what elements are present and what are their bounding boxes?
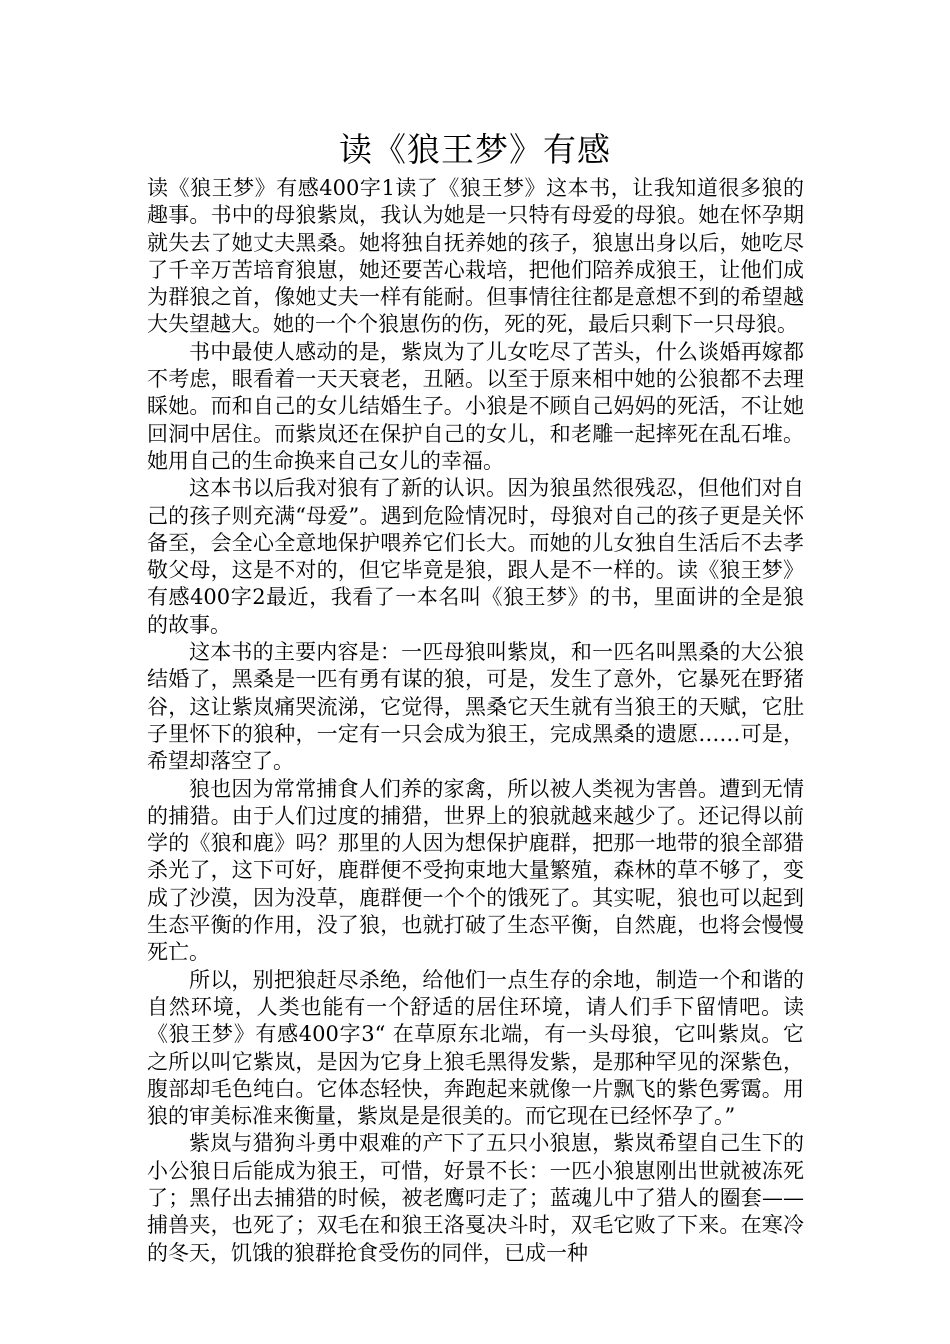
paragraph-5: 狼也因为常常捕食人们养的家禽，所以被人类视为害兽。遭到无情的捕猎。由于人们过度的捕猎，世界上的狼就越来越少了。还记得以前学的《狼和鹿》吗？那里的人因为想保护鹿群，把那一地带的狼全部猎杀光了，这下可好，鹿群便不受拘束地大量繁殖，森林的草不够了，变成了沙漠，因为没草，鹿群便一个个的饿死了。其实呢，狼也可以起到生态平衡的作用，没了狼，也就打破了生态平衡，自然鹿，也将会慢慢死亡。 — [147, 776, 804, 965]
paragraph-2: 书中最使人感动的是，紫岚为了儿女吃尽了苦头，什么谈婚再嫁都不考虑，眼看着一天天衰老，丑陋。以至于原来相中她的公狼都不去理睬她。而和自己的女儿结婚生子。小狼是不顾自己妈妈的死活，不让她回洞中居住。而紫岚还在保护自己的女儿，和老雕一起摔死在乱石堆。她用自己的生命换来自己女儿的幸福。 — [147, 339, 804, 473]
document-body — [147, 175, 804, 1267]
paragraph-1: 读《狼王梦》有感400字1读了《狼王梦》这本书，让我知道很多狼的趣事。书中的母狼紫岚，我认为她是一只特有母爱的母狼。她在怀孕期就失去了她丈夫黑桑。她将独自抚养她的孩子，狼崽出身以后，她吃尽了千辛万苦培育狼崽，她还要苦心栽培，把他们陪养成狼王，让他们成为群狼之首，像她丈夫一样有能耐。但事情往往都是意想不到的希望越大失望越大。她的一个个狼崽伤的伤，死的死，最后只剩下一只母狼。 — [147, 176, 804, 337]
paragraph-7: 紫岚与猎狗斗勇中艰难的产下了五只小狼崽，紫岚希望自己生下的小公狼日后能成为狼王，可惜，好景不长：一匹小狼崽刚出世就被冻死了；黑仔出去捕猎的时候，被老鹰叼走了；蓝魂儿中了猎人的圈套——捕兽夹，也死了；双毛在和狼王洛戛决斗时，双毛它败了下来。在寒冷的冬天，饥饿的狼群抢食受伤的同伴，已成一种 — [147, 1131, 804, 1265]
paragraph-4: 这本书的主要内容是：一匹母狼叫紫岚，和一匹名叫黑桑的大公狼结婚了，黑桑是一匹有勇有谋的狼，可是，发生了意外，它暴死在野猪谷，这让紫岚痛哭流涕，它觉得，黑桑它天生就有当狼王的天赋，它肚子里怀下的狼种，一定有一只会成为狼王，完成黑桑的遗愿……可是，希望却落空了。 — [147, 640, 804, 774]
paragraph-3: 这本书以后我对狼有了新的认识。因为狼虽然很残忍，但他们对自己的孩子则充满“母爱”。遇到危险情况时，母狼对自己的孩子更是关怀备至，会全心全意地保护喂养它们长大。而她的儿女独自生活后不去孝敬父母，这是不对的，但它毕竟是狼，跟人是不一样的。读《狼王梦》有感400字2最近，我看了一本名叫《狼王梦》的书，里面讲的全是狼的故事。 — [147, 476, 804, 637]
document-title: 读《狼王梦》有感 — [339, 130, 611, 169]
paragraph-6: 所以，别把狼赶尽杀绝，给他们一点生存的余地，制造一个和谐的自然环境，人类也能有一个舒适的居住环境，请人们手下留情吧。读《狼王梦》有感400字3“ 在草原东北端，有一头母狼，它叫紫岚。它之所以叫它紫岚，是因为它身上狼毛黑得发紫，是那种罕见的深紫色，腹部却毛色纯白。它体态轻快，奔跑起来就像一片飘飞的紫色雾霭。用狼的审美标准来衡量，紫岚是是很美的。而它现在已经怀孕了。” — [147, 967, 804, 1129]
